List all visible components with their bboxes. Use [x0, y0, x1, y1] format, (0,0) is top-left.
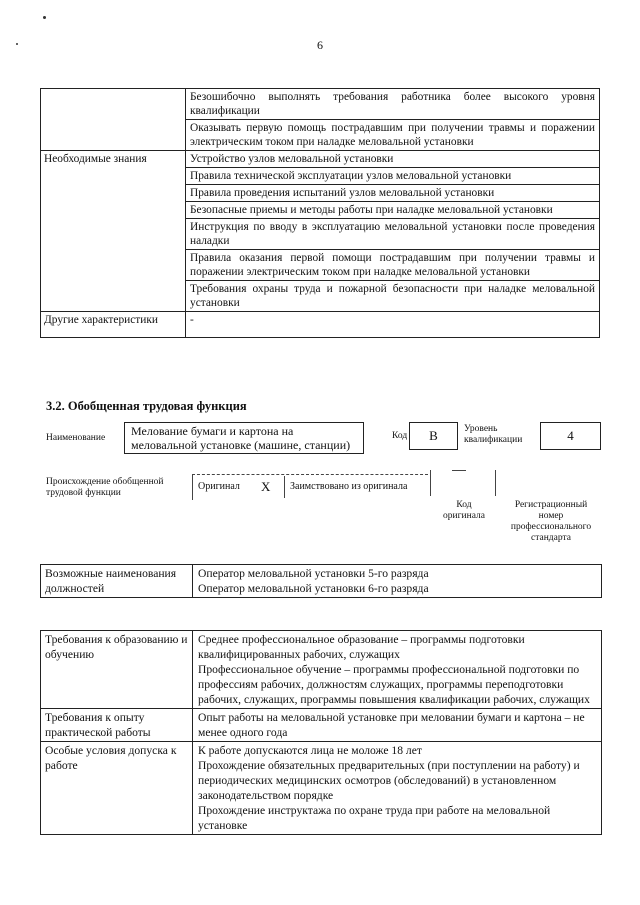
table-cell: Правила оказания первой помощи пострадавшим при получении травмы и поражении электрическим током при наладке меловальной установки: [186, 249, 599, 280]
level-box: 4: [540, 422, 601, 450]
page-number: 6: [317, 38, 323, 52]
requirements-table: [40, 630, 602, 835]
divider: [192, 474, 428, 475]
row-label: Другие характеристики: [41, 312, 186, 337]
divider: [192, 474, 193, 500]
borrowed-label: Заимствовано из оригинала: [290, 481, 408, 492]
original-label: Оригинал: [198, 481, 240, 492]
original-mark: X: [261, 479, 271, 494]
table-frame: [40, 88, 600, 338]
skills-knowledge-table: [40, 88, 600, 338]
table-cell: -: [190, 314, 194, 326]
scan-speck: [43, 16, 46, 19]
list-item: К работе допускаются лица не моложе 18 лет: [198, 744, 422, 757]
table-cell: Правила технической эксплуатации узлов меловальной установки: [186, 167, 599, 184]
divider: [452, 470, 466, 471]
list-item: Профессиональное обучение – программы профессиональной подготовки по профессиям рабочих, должностям служащих, программы переподготовки рабочих, служащих, программы повышения квалификации рабочих, служащих: [198, 663, 590, 706]
list-item: Оператор меловальной установки 6-го разряда: [198, 582, 429, 595]
list-item: Оператор меловальной установки 5-го разряда: [198, 567, 429, 580]
list-item: Опыт работы на меловальной установке при меловании бумаги и картона – не менее одного года: [198, 711, 585, 739]
table-row: [41, 151, 599, 312]
row-label: Возможные наименования должностей: [41, 565, 193, 597]
row-label: Особые условия допуска к работе: [41, 742, 193, 834]
table-cell: Правила проведения испытаний узлов меловальной установки: [186, 184, 599, 201]
table-cell: Оказывать первую помощь пострадавшим при получении травмы и поражении электрическим током при наладке меловальной установки: [186, 119, 599, 150]
code-box: В: [409, 422, 458, 450]
table-cell: Безошибочно выполнять требования работника более высокого уровня квалификации: [190, 91, 595, 117]
positions-table: [40, 564, 602, 598]
list-item: Прохождение инструктажа по охране труда при работе на меловальной установке: [198, 804, 551, 832]
table-cell: Устройство узлов меловальной установки: [190, 153, 394, 165]
table-cell: Требования охраны труда и пожарной безопасности при наладке меловальной установки: [186, 280, 599, 311]
divider: [495, 470, 496, 496]
list-item: Среднее профессиональное образование – программы подготовки квалифицированных рабочих, служащих: [198, 633, 525, 661]
table-row: [41, 565, 601, 597]
function-name-box: Мелование бумаги и картона на меловальной установке (машине, станции): [124, 422, 364, 454]
name-label: Наименование: [46, 433, 106, 443]
table-row: [41, 708, 601, 741]
code-label: Код: [392, 431, 408, 441]
table-cell: Безопасные приемы и методы работы при наладке меловальной установки: [186, 201, 599, 218]
level-label: Уровень квалификации: [464, 424, 523, 445]
row-label: Требования к образованию и обучению: [41, 631, 193, 708]
orig-code-label: Код оригинала: [443, 500, 485, 521]
table-row: [41, 741, 601, 834]
table-row: [41, 631, 601, 708]
row-label: Требования к опыту практической работы: [41, 709, 193, 741]
origin-label: Происхождение обобщенной трудовой функции: [46, 477, 164, 498]
list-item: Прохождение обязательных предварительных (при поступлении на работу) и периодических медицинских осмотров (обследований) в установленном законодательством порядке: [198, 759, 580, 802]
divider: [430, 470, 431, 496]
table-cell: Инструкция по вводу в эксплуатацию меловальной установки после проведения наладки: [186, 218, 599, 249]
row-label: Необходимые знания: [41, 151, 186, 311]
table-row: [41, 312, 599, 338]
section-title: 3.2. Обобщенная трудовая функция: [46, 399, 247, 413]
divider: [284, 476, 285, 498]
row-label: [41, 89, 186, 150]
table-row: [41, 89, 599, 151]
reg-number-label: Регистрационный номер профессионального стандарта: [510, 500, 592, 543]
